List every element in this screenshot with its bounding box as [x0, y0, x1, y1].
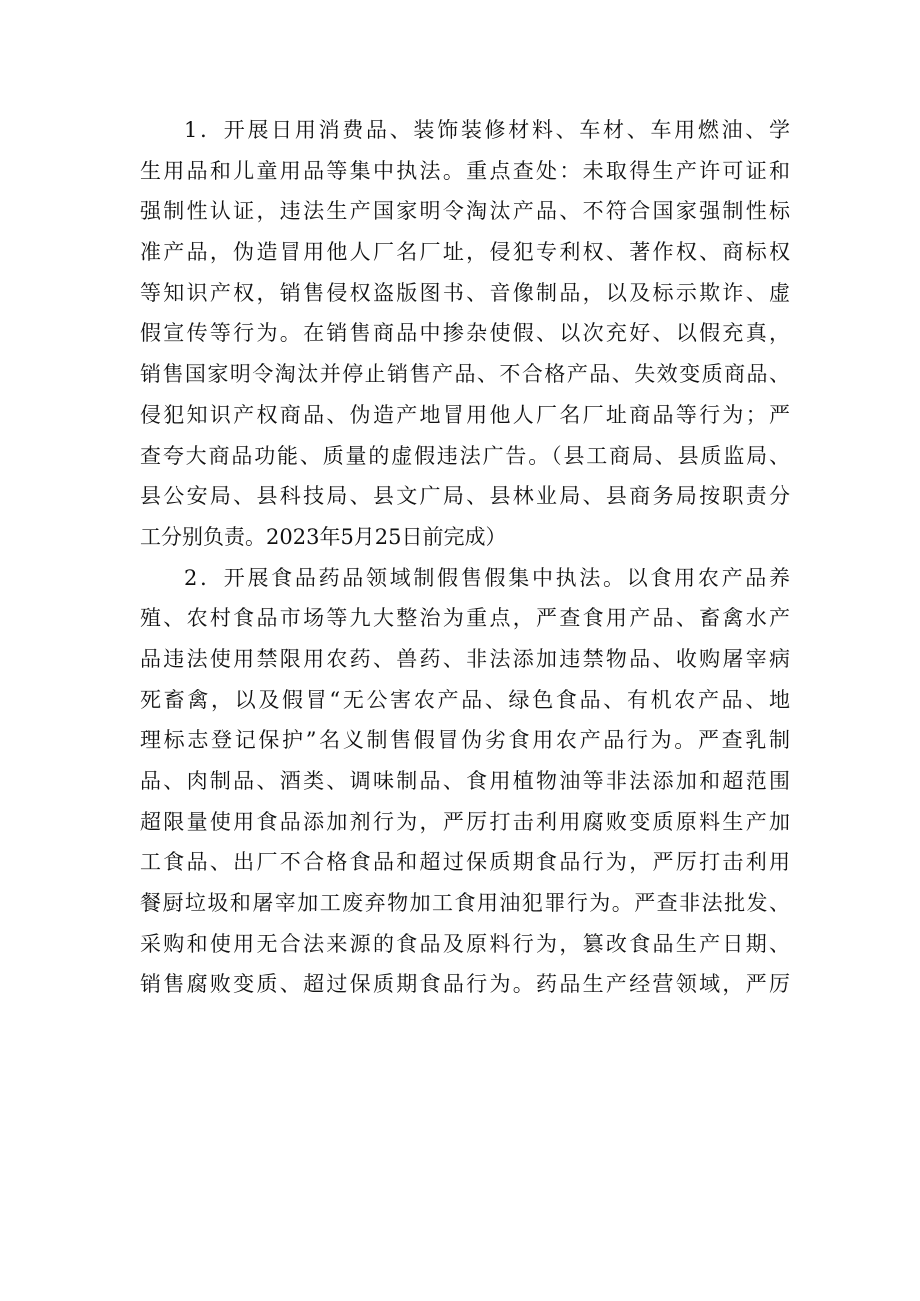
- paragraph-line: 等知识产权，销售侵权盗版图书、音像制品，以及标示欺诈、虚: [140, 280, 790, 305]
- paragraph-line: 理标志登记保护”名义制售假冒伪劣食用农产品行为。严查乳制: [140, 728, 790, 753]
- paragraph-line: 2．开展食品药品领域制假售假集中执法。以食用农产品养: [184, 565, 790, 590]
- paragraph-line: 品违法使用禁限用农药、兽药、非法添加违禁物品、收购屠宰病: [140, 646, 790, 671]
- paragraph-line: 生用品和儿童用品等集中执法。重点查处：未取得生产许可证和: [140, 158, 790, 183]
- paragraph-line: 死畜禽，以及假冒“无公害农产品、绿色食品、有机农产品、地: [140, 687, 790, 712]
- document-body: [140, 110, 790, 1005]
- paragraph-line: 1．开展日用消费品、装饰装修材料、车材、车用燃油、学: [184, 118, 790, 142]
- paragraph-line: 餐厨垃圾和屠宰加工废弃物加工食用油犯罪行为。严查非法批发、: [140, 891, 790, 916]
- paragraph-line: 工食品、出厂不合格食品和超过保质期食品行为，严厉打击利用: [140, 850, 790, 875]
- paragraph-1: [140, 110, 790, 558]
- paragraph-line: 强制性认证，违法生产国家明令淘汰产品、不符合国家强制性标: [140, 199, 790, 224]
- paragraph-2: [140, 558, 790, 1006]
- paragraph-line: 超限量使用食品添加剂行为，严厉打击利用腐败变质原料生产加: [140, 809, 790, 834]
- paragraph-line: 殖、农村食品市场等九大整治为重点，严查食用产品、畜禽水产: [140, 606, 790, 631]
- paragraph-line: 准产品，伪造冒用他人厂名厂址，侵犯专利权、著作权、商标权: [140, 240, 790, 265]
- paragraph-line: 县公安局、县科技局、县文广局、县林业局、县商务局按职责分: [140, 484, 790, 509]
- paragraph-line: 品、肉制品、酒类、调味制品、食用植物油等非法添加和超范围: [140, 769, 790, 793]
- paragraph-line: 采购和使用无合法来源的食品及原料行为，篡改食品生产日期、: [140, 931, 790, 956]
- paragraph-line: 假宣传等行为。在销售商品中掺杂使假、以次充好、以假充真，: [140, 321, 790, 346]
- paragraph-line: 销售腐败变质、超过保质期食品行为。药品生产经营领域，严厉: [140, 972, 790, 997]
- paragraph-line: 侵犯知识产权商品、伪造产地冒用他人厂名厂址商品等行为；严: [140, 402, 790, 427]
- paragraph-line: 查夸大商品功能、质量的虚假违法广告。（县工商局、县质监局、: [140, 443, 790, 468]
- paragraph-line: 工分别负责。2023年5月25日前完成）: [140, 524, 507, 549]
- paragraph-line: 销售国家明令淘汰并停止销售产品、不合格产品、失效变质商品、: [140, 362, 790, 387]
